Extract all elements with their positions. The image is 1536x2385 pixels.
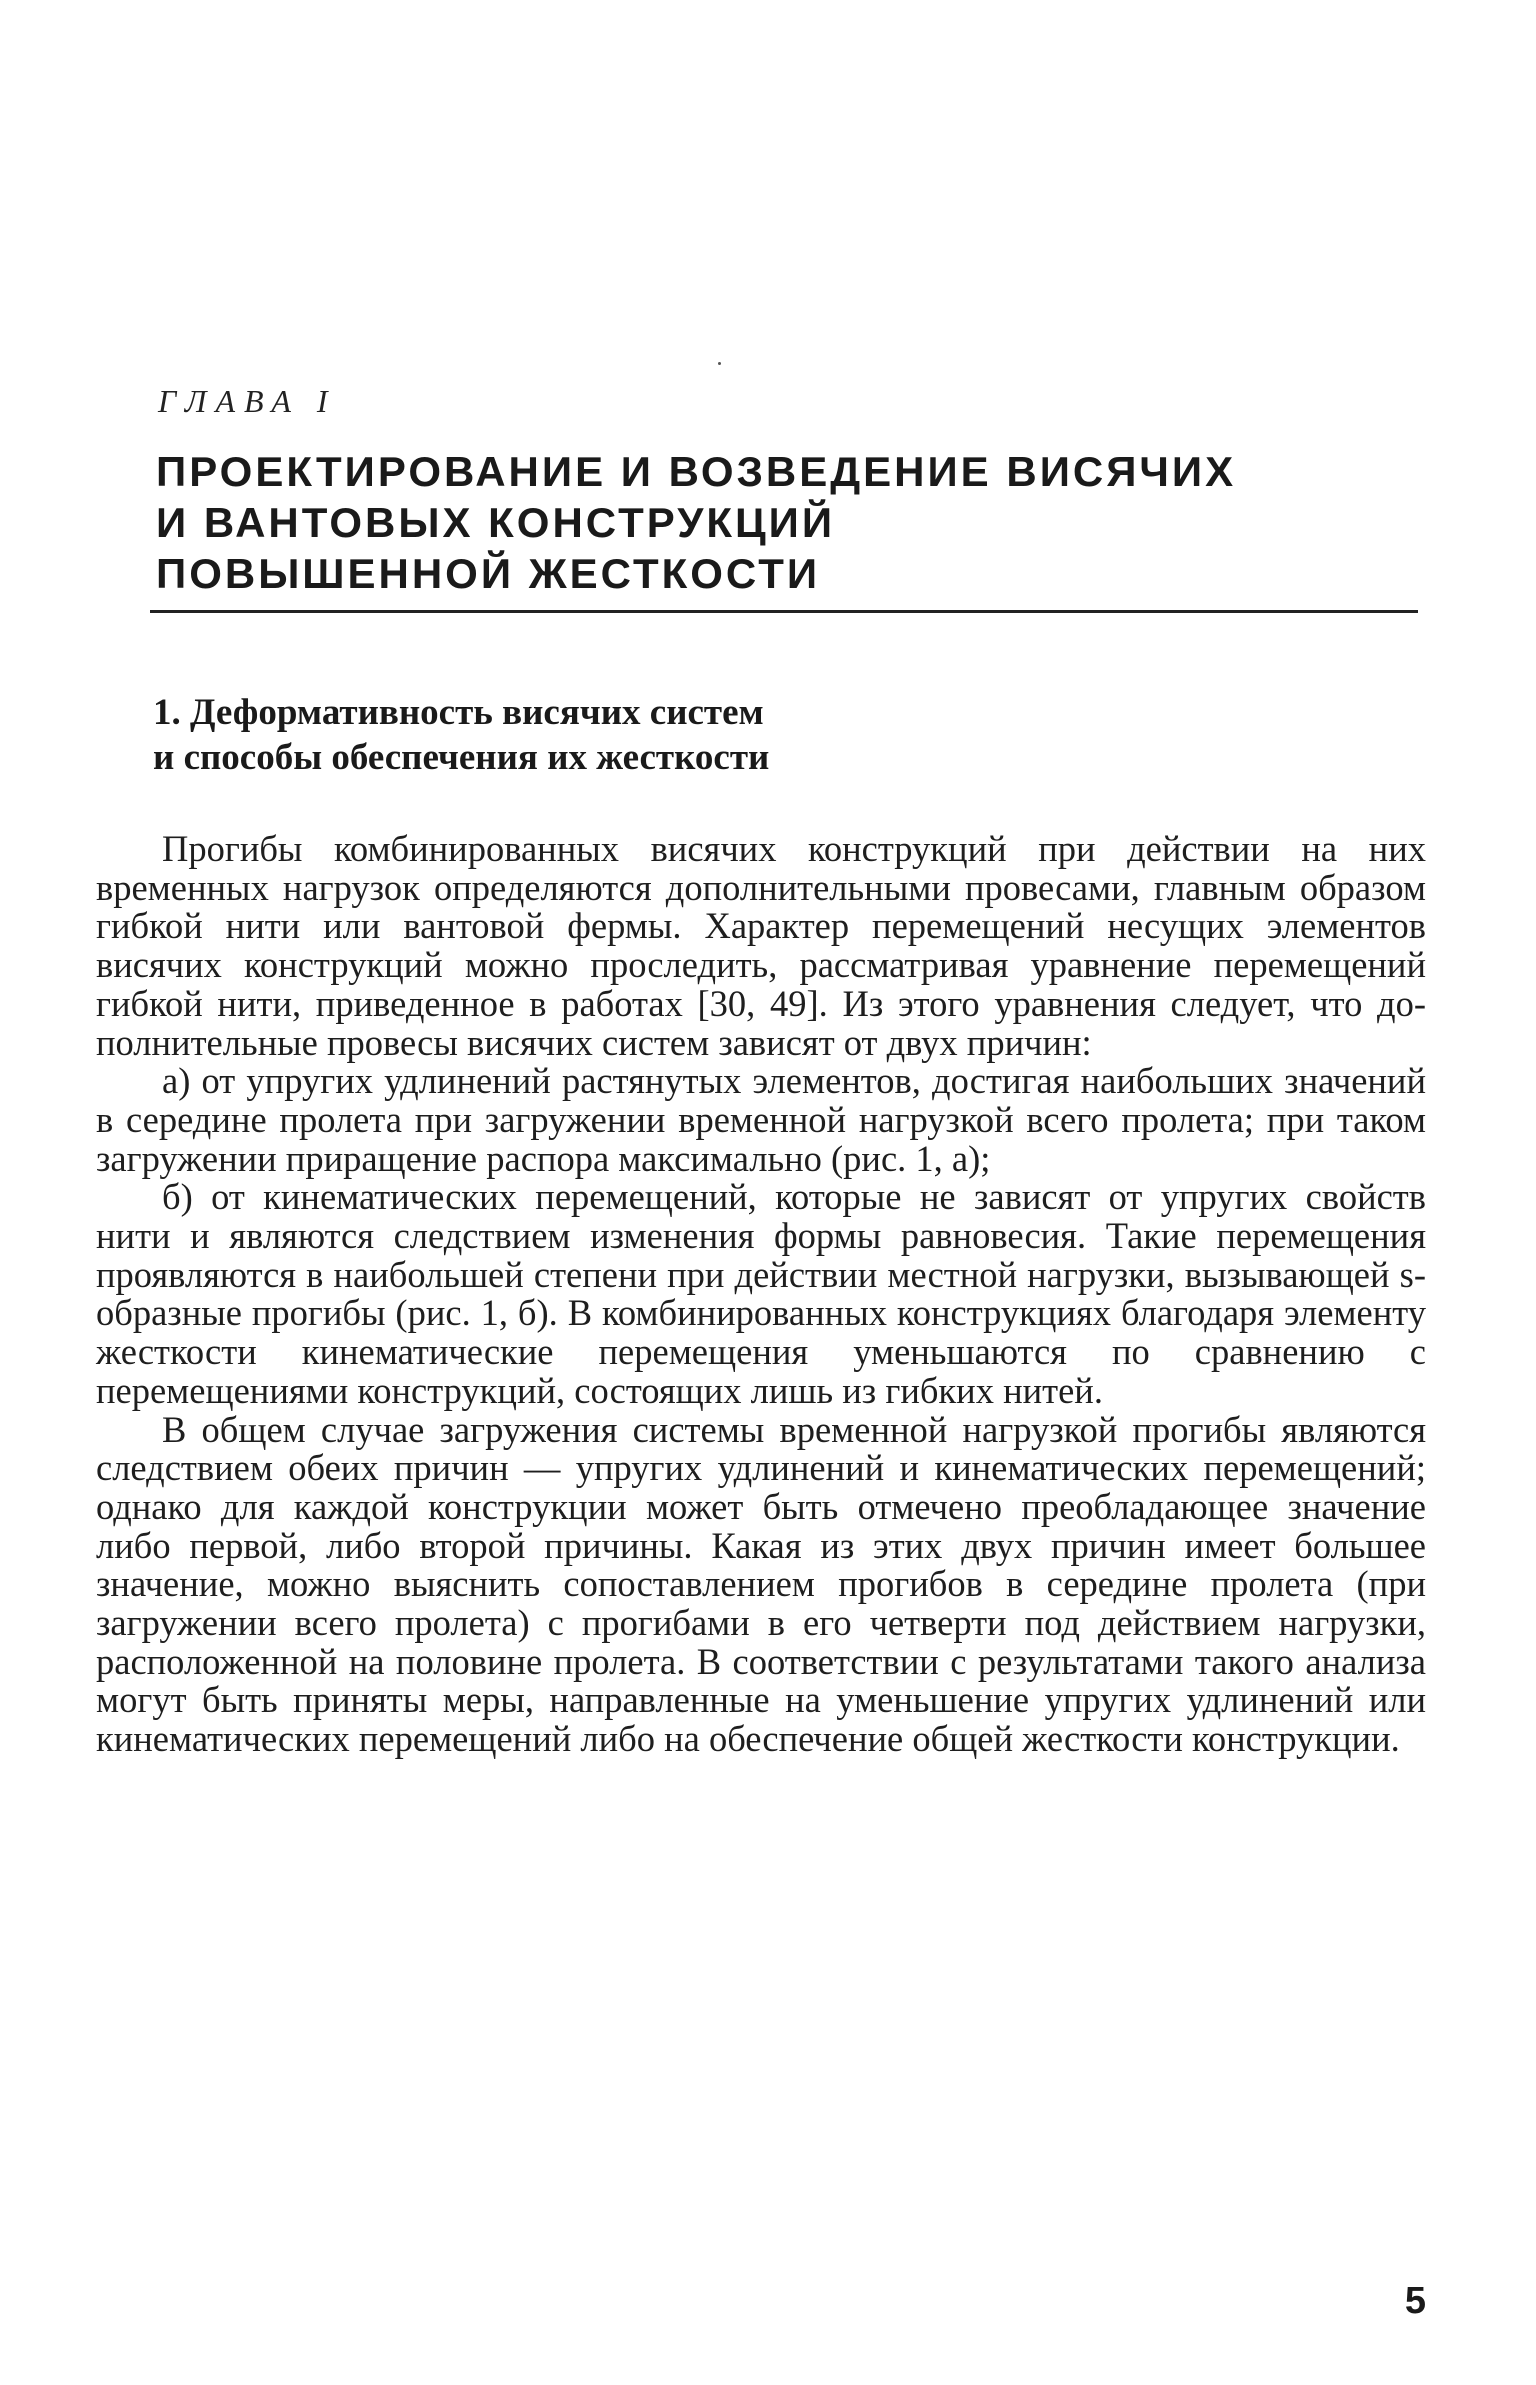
paragraph-item-b: б) от кинематических перемещений, которые не зависят от упругих свойств нити и являются следствием изменения формы равновесия. Такие перемещения проявляются в наибольшей степени при действии местной нагрузки, вызывающей s-образные прогибы (рис. 1, б). В комбинированных конструкциях благодаря элементу жесткости кинематические перемещения уменьшаются по сравнению с перемещениями конструкций, состоящих лишь из гибких нитей.: [96, 1176, 1426, 1411]
chapter-label: ГЛАВА I: [158, 383, 337, 419]
page-number: 5: [1404, 2280, 1426, 2322]
chapter-title-line: И ВАНТОВЫХ КОНСТРУКЦИЙ: [156, 499, 836, 546]
section-heading: [153, 690, 1353, 780]
title-divider: [150, 610, 1418, 613]
paragraph-intro: Прогибы комбинированных висячих конструкций при действии на них временных нагрузок определяются дополнительными провесами, главным образом гибкой нити или вантовой фермы. Характер перемещений несущих элементов висячих конструкций можно проследить, рассматривая уравнение перемещений гибкой нити, приведенное в работах [30, 49]. Из этого уравнения следует, что дополнительные провесы висячих систем зависят от двух причин:: [96, 828, 1426, 1063]
section-heading-line: и способы обеспечения их жесткости: [153, 737, 770, 778]
paragraph-general-case: В общем случае загружения системы временной нагрузкой прогибы являются следствием обеих причин — упругих удлинений и кинематических перемещений; однако для каждой конструкции может быть отмечено преобладающее значение либо первой, либо второй причины. Какая из этих двух причин имеет большее значение, можно выяснить сопоставлением прогибов в середине пролета (при загружении всего пролета) с прогибами в его четверти под действием нагрузки, расположенной на половине пролета. В соответствии с результатами такого анализа могут быть приняты меры, направленные на уменьшение упругих удлинений или кинематических перемещений либо на обеспечение общей жесткости конструкции.: [96, 1408, 1426, 1760]
paragraph-item-a: а) от упругих удлинений растянутых элементов, достигая наибольших значений в середине пролета при загружении временной нагрузкой всего пролета; при таком загружении приращение распора максимально (рис. 1, а);: [96, 1060, 1426, 1179]
scan-speck: [718, 362, 721, 365]
section-heading-line: 1. Деформативность висячих систем: [153, 692, 764, 733]
chapter-title: [156, 446, 1416, 599]
chapter-title-line: ПРОЕКТИРОВАНИЕ И ВОЗВЕДЕНИЕ ВИСЯЧИХ: [156, 448, 1237, 495]
chapter-title-line: ПОВЫШЕННОЙ ЖЕСТКОСТИ: [156, 550, 821, 597]
body-text: [96, 830, 1426, 1759]
